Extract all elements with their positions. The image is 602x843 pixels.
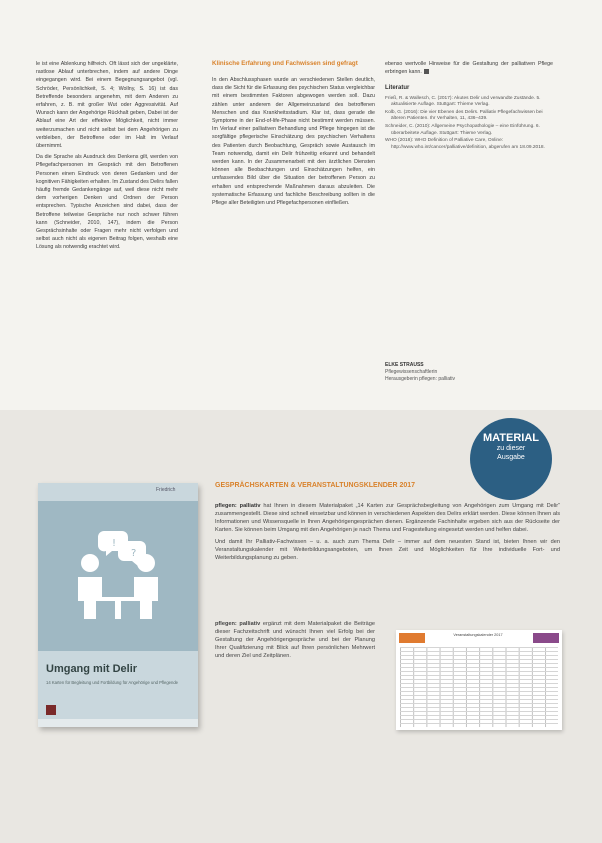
paragraph-text: ebenso wertvolle Hinweise für die Gestaltung der palliativen Pflege erbringen kann.: [385, 61, 553, 76]
section-heading: Klinische Erfahrung und Fachwissen sind gefragt: [212, 60, 358, 67]
paragraph: Da die Sprache als Ausdruck des Denkens gilt, werden von Pflegefachpersonen im Gespräch mit den Betroffenen Personen einen Eindruck von deren Gedanken und der kognitiven Fähigkeiten erhalten. Im Zustand des Delirs fallen häufig fremde Gedankengänge auf, weil diese nicht mehr dem vorherigen Denken und Ordnen der Person entsprechen. Typische Anzeichen sind dabei, dass der Betroffene teilweise Gespräche nur noch schwer führen kann (Schneider, 2010, 147), indem die Person Gesprächsinhalte oder Fragen mehr nicht verfolgen und selbst auch nicht als eigenen Beitrag folgen, weshalb eine Lösung als notwendig erachtet wird.: [36, 154, 178, 251]
material-heading: GESPRÄCHSKARTEN & VERANSTALTUNGSKLENDER 2017: [215, 482, 416, 489]
paragraph: In den Abschlussphasen wurde an verschiedenen Stellen deutlich, dass die Sicht für die Erfassung des psychischen Status vergleichbar mit einem bestimmten Faktoren abgewogen werden soll. Dazu zählen unter anderem der Allgemeinzustand des betroffenen Menschen und das Krankheitsstadium. Klar ist, dass gerade die Symptome in der End-of-life-Phase nicht bestimmt werden müssen. Im Verlauf einer palliativen Behandlung und Pflege hingegen ist die sorgfältige pflegerische Einschätzung des psychischen Verhaltens des Patienten durch Beobachtung, Gespräch sowie Austausch im Team notwendig, damit ein Delir frühzeitig erkannt und behandelt werden kann. In der Zusammenarbeit mit den ärztlichen Diensten können alle Beobachtungen und Einschätzungen helfen, ein umfassendes Bild über die Situation der betroffenen Person zu erhalten und entsprechende Maßnahmen daraus abzuleiten. Die systematische Erfassung und fachliche Beschreibung sollten in die Pflege aller Beteiligten und Pflegefachpersonen einfließen.: [212, 77, 375, 207]
cover-stripe: [38, 719, 198, 727]
brand-logo-icon: [46, 705, 56, 715]
literature-list: [385, 96, 553, 152]
paragraph: [215, 502, 560, 534]
calendar-title: Veranstaltungskalender 2017: [453, 633, 503, 637]
book-subtitle: 14 Karten für Begleitung und Fortbildung für Angehörige und Pflegende: [46, 680, 179, 685]
paragraph: le ist eine Ablenkung hilfreich. Oft lässt sich der ungeklärte, rastlose Ablauf unterbrechen, indem auf andere Dinge eingegangen wird. Bei einem Begegnungsangebot (vgl. Schröder, Persönlichkeit, S. 4; Wollny, S. 16) ist das Betreffende besonders angenehm, mit dem Anderen zu erfahren, z. B. mit großer Wut oder Aggressivität. Auf Wunsch kann der Angehörige Rückhalt geben, Dabei ist der Ablauf eine Art der effektive Möglichkeit, nicht immer weiterzumachen und nicht selbst bei dem Angehörigen zu verbleiben, der Betroffene oder im Halt im Verlauf übernimmt.: [36, 61, 178, 150]
literature-entry: Frieß, R. & Wallesch, C. (2017): Akutes Delir und verwandte Zustände. 5. aktualisierte Auflage. Stuttgart: Thieme Verlag.: [385, 95, 541, 108]
author-name: ELKE STRAUSS: [385, 362, 424, 368]
brand-name: pflegen: palliativ: [215, 503, 261, 509]
svg-text:!: !: [112, 538, 117, 549]
text-column-2: [212, 60, 375, 406]
brand-name: pflegen: palliativ: [215, 621, 261, 627]
end-mark-icon: [424, 69, 429, 74]
book-title: Umgang mit Delir: [46, 663, 138, 675]
paragraph: [215, 620, 375, 660]
conversation-icon: [38, 501, 198, 651]
material-text: [215, 502, 560, 566]
paragraph-text: hat Ihnen in diesem Materialpaket „14 Karten zur Gesprächsbegleitung von Angehörigen zum Umgang mit Delir“ zusammengestellt. Diese sind schnell einsetzbar und können in verschiedenen Aspekten des Delirs erklärt werden. Diese können Ihnen als Informationen und Wissensquelle in Ihren Angehörigengesprächen dienen. Ergänzende Fachinhalte ergeben sich aus der Rückseite der Karten. Sie können beim Umgang mit den Angehörigen je nach Thema und Fragestellung eingesetzt werden und helfen dabei.: [215, 503, 560, 533]
cover-illustration: [38, 501, 198, 651]
literature-entry: Schneider, C. (2010): Allgemeine Psychopathologie – eine Einführung. 6. überarbeitete Auflage. Stuttgart: Thieme Verlag.: [385, 123, 540, 136]
svg-text:?: ?: [131, 548, 137, 559]
author-block: [385, 362, 535, 383]
publisher-logo: Friedrich: [156, 487, 176, 493]
badge-line: Ausgabe: [497, 454, 525, 461]
literature-entry: WHO (2018): WHO Definition of Palliative Care, Online: http://www.who.int/cancer/palliative/definition, abgerufen am 18.09.2018.: [385, 138, 545, 150]
literature-title: Literatur: [385, 85, 410, 92]
badge-title: MATERIAL: [482, 432, 539, 444]
calendar-grid: [400, 647, 558, 727]
material-text-2: [215, 620, 375, 660]
literature-entry: Kolb, G. (2016): Die vier Ebenen des Delirs. Palliativ Pflegefachwissen bei älteren Patienten. Ihr Verhalten, 11, 436–439.: [385, 109, 543, 122]
text-column-1: [36, 60, 178, 406]
paragraph: Und damit Ihr Palliativ-Fachwissen – u. a. auch zum Thema Delir – immer auf dem neuesten Stand ist, bieten Ihnen wir den Veranstaltungskalender mit Weiterbildungsangeboten, um Ihnen Zeit und Möglichkeiten für Ihre individuelle Fort- und Weiterbildungsplanung zu geben.: [215, 539, 560, 561]
text-column-3: [385, 60, 553, 406]
author-role: Herausgeberin pflegen: palliativ: [385, 376, 456, 382]
material-badge: [470, 418, 552, 500]
calendar-logo-icon: [399, 633, 425, 643]
author-role: Pflegewissenschaftlerin: [385, 369, 438, 375]
paragraph-text: ergänzt mit dem Materialpaket die Beiträge dieser Fachzeitschrift und wünscht Ihnen viel Erfolg bei der Gestaltung der Angehörigengespräche und bei der Planung Ihrer Qualifizierung mit Blick auf Ihren persönlichen Mehrwert und deren Ziel und Zeitplänen.: [215, 621, 375, 659]
badge-line: zu dieser: [496, 445, 526, 452]
paragraph: [385, 60, 553, 76]
book-cover: [38, 483, 198, 727]
calendar-image: [396, 630, 562, 730]
calendar-logo-icon: [533, 633, 559, 643]
